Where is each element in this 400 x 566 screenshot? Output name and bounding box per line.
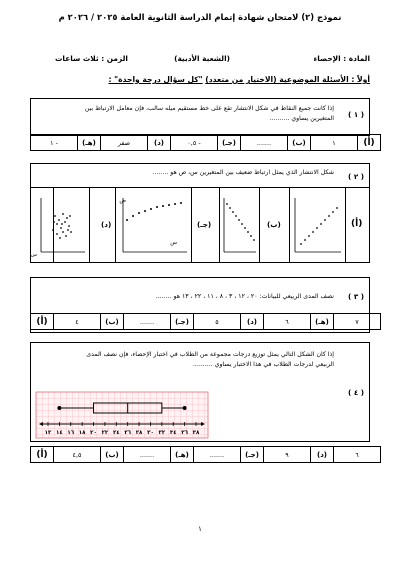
option-e-value[interactable]: ....... — [194, 447, 241, 463]
x-axis-label: س — [170, 240, 177, 246]
option-e-label[interactable]: (هـ) — [311, 314, 334, 330]
option-b-value[interactable]: ....... — [124, 447, 171, 463]
question-4-text: إذا كان الشكل التالي يمثل توزيع درجات مجموعة من الطلاب في اختبار الإحصاء، فإن نصف المدى الربيعي لدرجات الطلاب في هذا الاختبار يساوي .......... — [86, 351, 334, 368]
tick-label: ١٨ — [78, 430, 86, 436]
line-points — [300, 207, 338, 245]
section-note: "كل سؤال درجة واحدة" : — [108, 75, 203, 84]
question-2-options — [30, 187, 370, 263]
option-c-value[interactable]: ٥ — [194, 314, 241, 330]
exam-title: نموذج (٢) لامتحان شهادة إتمام الدراسة الثانوية العامة ٢٠٢٥ / ٢٠٢٦ م — [58, 12, 342, 22]
option-d-graph[interactable] — [117, 194, 189, 258]
curve-points — [126, 202, 182, 221]
tick-label: ٢٠ — [90, 430, 97, 436]
tick-label: ٣٤ — [169, 430, 177, 436]
tick-label: ١٤ — [56, 430, 63, 436]
section-main: أولاً : الأسئلة الموضوعية (الاختيار من متعدد) — [205, 75, 370, 84]
tick-label: ٣٠ — [147, 430, 154, 436]
page-number: ١ — [198, 525, 202, 533]
question-2-number: ( ٢ ) — [348, 172, 364, 181]
min-point — [57, 406, 61, 410]
question-3-options — [30, 313, 381, 330]
option-a-label[interactable]: (أ) — [31, 314, 54, 330]
question-4-options — [30, 446, 381, 463]
option-c-label[interactable]: (جـ) — [241, 447, 264, 463]
tick-label: ٣٨ — [192, 430, 200, 436]
option-a-graph[interactable] — [291, 194, 343, 258]
boxplot-figure — [36, 392, 208, 438]
x-axis-label: س — [30, 252, 37, 258]
option-e-graph[interactable] — [30, 194, 87, 258]
option-c-label[interactable]: (جـ) — [197, 220, 212, 229]
option-e-value[interactable]: - ١ — [31, 135, 78, 151]
option-c-value[interactable]: - ٠,٥ — [171, 135, 218, 151]
option-a-value[interactable]: ٤,٥ — [54, 447, 101, 463]
question-1-number: ( ١ ) — [348, 110, 364, 119]
option-d-value[interactable]: ٦ — [264, 314, 311, 330]
option-d-label[interactable]: (د) — [241, 314, 264, 330]
scatter-points — [52, 213, 72, 239]
option-c-label[interactable]: (جـ) — [218, 135, 241, 151]
option-c-value[interactable]: ٩ — [264, 447, 311, 463]
option-b-label[interactable]: (ب) — [101, 447, 124, 463]
option-e-value[interactable]: ٧ — [334, 314, 381, 330]
tick-label: ٣٢ — [158, 430, 166, 436]
max-point — [183, 406, 187, 410]
question-1-options — [30, 134, 381, 151]
option-b-label[interactable]: (ب) — [101, 314, 124, 330]
question-2-text: شكل الانتشار الذي يمثل ارتباط ضعيف بين المتغيرين س، ص هو ........ — [152, 169, 334, 176]
tick-label: ١٢ — [44, 430, 52, 436]
option-d-label[interactable]: (د) — [311, 447, 334, 463]
option-b-value[interactable]: ....... — [241, 135, 288, 151]
option-b-label[interactable]: (ب) — [267, 220, 281, 229]
option-c-graph[interactable] — [221, 194, 257, 258]
question-3-number: ( ٣ ) — [348, 292, 364, 301]
option-b-value[interactable]: ....... — [124, 314, 171, 330]
option-a-label[interactable]: (أ) — [31, 447, 54, 463]
option-a-label[interactable]: (أ) — [351, 219, 363, 229]
option-e-label[interactable]: (هـ) — [171, 447, 194, 463]
tick-label: ٢٤ — [112, 430, 120, 436]
option-b-label[interactable]: (ب) — [288, 135, 311, 151]
question-3-text: نصف المدى الربيعي للبيانات: ٢٠ ، ١٢ ، ٣ ، ٨ ، ١١ ، ٢٢ ، ١٣ هو ........ — [155, 293, 334, 300]
branch-label: (الشعبة الأدبية) — [174, 54, 230, 63]
option-a-label[interactable]: (أ) — [358, 135, 381, 151]
time-label: الزمن : ثلاث ساعات — [55, 54, 128, 63]
option-a-value[interactable]: ١ — [311, 135, 358, 151]
option-a-value[interactable]: ٤ — [54, 314, 101, 330]
subject-label: المادة : الإحصاء — [313, 54, 370, 63]
option-d-value[interactable]: ٦ — [334, 447, 381, 463]
question-4-number: ( ٤ ) — [348, 388, 364, 397]
option-c-label[interactable]: (جـ) — [171, 314, 194, 330]
tick-label: ١٦ — [67, 430, 75, 436]
section-title — [108, 75, 370, 84]
option-d-label[interactable]: (د) — [148, 135, 171, 151]
option-d-label[interactable]: (د) — [101, 220, 112, 229]
tick-label: ٢٢ — [101, 430, 109, 436]
question-1-text: إذا كانت جميع النقاط في شكل الانتشار تقع على خط مستقيم ميله سالب، فإن معامل الارتباط بين المتغيرين يساوي .......... — [84, 105, 334, 122]
tick-label: ٢٦ — [124, 430, 132, 436]
line-points — [226, 203, 255, 241]
tick-label: ٣٦ — [181, 430, 188, 436]
y-axis-label: ص — [119, 198, 126, 204]
option-d-value[interactable]: صفر — [101, 135, 148, 151]
option-e-label[interactable]: (هـ) — [78, 135, 101, 151]
tick-label: ٢٨ — [135, 430, 143, 436]
